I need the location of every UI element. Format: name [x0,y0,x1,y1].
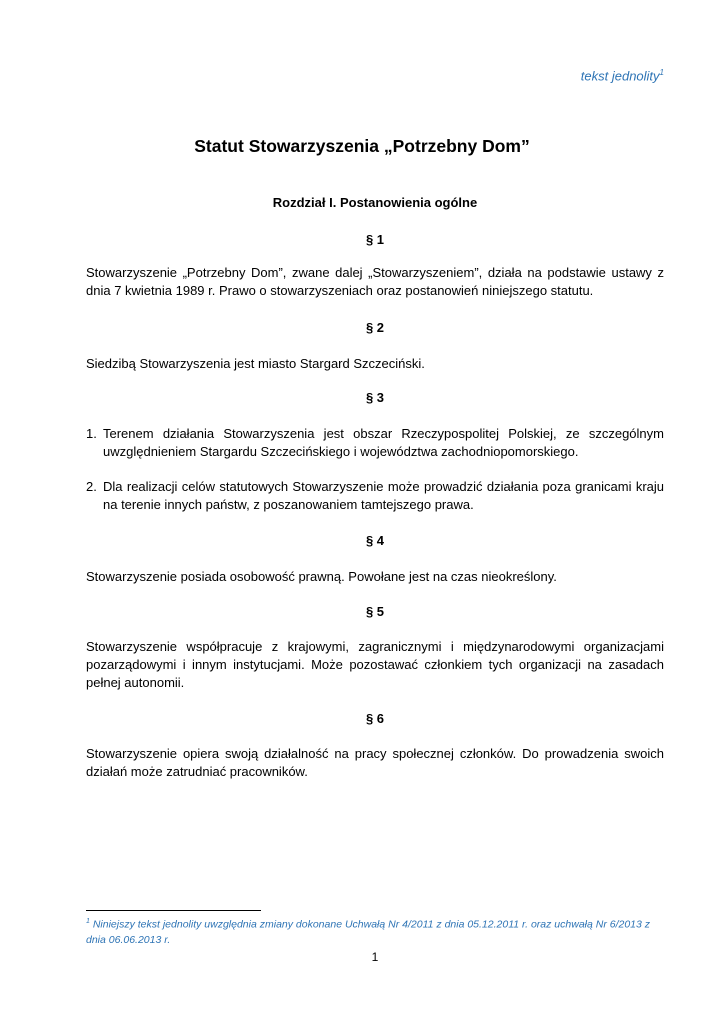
chapter-heading: Rozdział I. Postanowienia ogólne [272,195,478,210]
section-5-text: Stowarzyszenie współpracuje z krajowymi, zagranicznymi i międzynarodowymi organizacjami pozarządowymi i innym instytucjami. Może pozostawać członkiem tych organizacji na zasadach pełnej autonomii. [86,639,664,690]
footnote-reference: 1 [659,68,664,77]
section-6-heading: § 6 [365,711,385,726]
header-note-text: tekst jednolity [580,68,660,84]
header-note [581,68,664,83]
item-text: Dla realizacji celów statutowych Stowarzyszenie może prowadzić działania poza granicami kraju na terenie innych państw, z poszanowaniem tamtejszego prawa. [103,479,664,512]
footnote-text: Niniejszy tekst jednolity uwzględnia zmiany dokonane Uchwałą Nr 4/2011 z dnia 05.12.2011 r. oraz uchwałą Nr 6/2013 z dnia 06.06.2013 r. [86,918,651,946]
section-5-heading: § 5 [365,604,385,619]
item-number: 1. [86,426,97,441]
footnote-mark: 1 [86,918,90,925]
section-3-item-2 [86,478,664,514]
document-title: Statut Stowarzyszenia „Potrzebny Dom” [194,136,530,156]
section-1-text: Stowarzyszenie „Potrzebny Dom”, zwane dalej „Stowarzyszeniem”, działa na podstawie ustawy z dnia 7 kwietnia 1989 r. Prawo o stowarzyszeniach oraz postanowień niniejszego statutu. [86,265,664,298]
section-3-heading: § 3 [365,390,385,405]
item-text: Terenem działania Stowarzyszenia jest obszar Rzeczypospolitej Polskiej, ze szczególnym uwzględnieniem Stargardu Szczecińskiego i województwa zachodniopomorskiego. [103,426,664,459]
footnote-separator [86,910,261,911]
section-3-item-1 [86,425,664,461]
section-4-heading: § 4 [365,533,385,548]
section-4-text: Stowarzyszenie posiada osobowość prawną. Powołane jest na czas nieokreślony. [86,569,557,584]
section-2-heading: § 2 [365,320,385,335]
item-number: 2. [86,479,97,494]
footnote [86,914,656,948]
section-6-text: Stowarzyszenie opiera swoją działalność na pracy społecznej członków. Do prowadzenia swoich działań może zatrudniać pracowników. [86,746,664,779]
section-2-text: Siedzibą Stowarzyszenia jest miasto Stargard Szczeciński. [86,356,425,371]
section-1-heading: § 1 [365,232,385,247]
page-number: 1 [371,950,379,964]
